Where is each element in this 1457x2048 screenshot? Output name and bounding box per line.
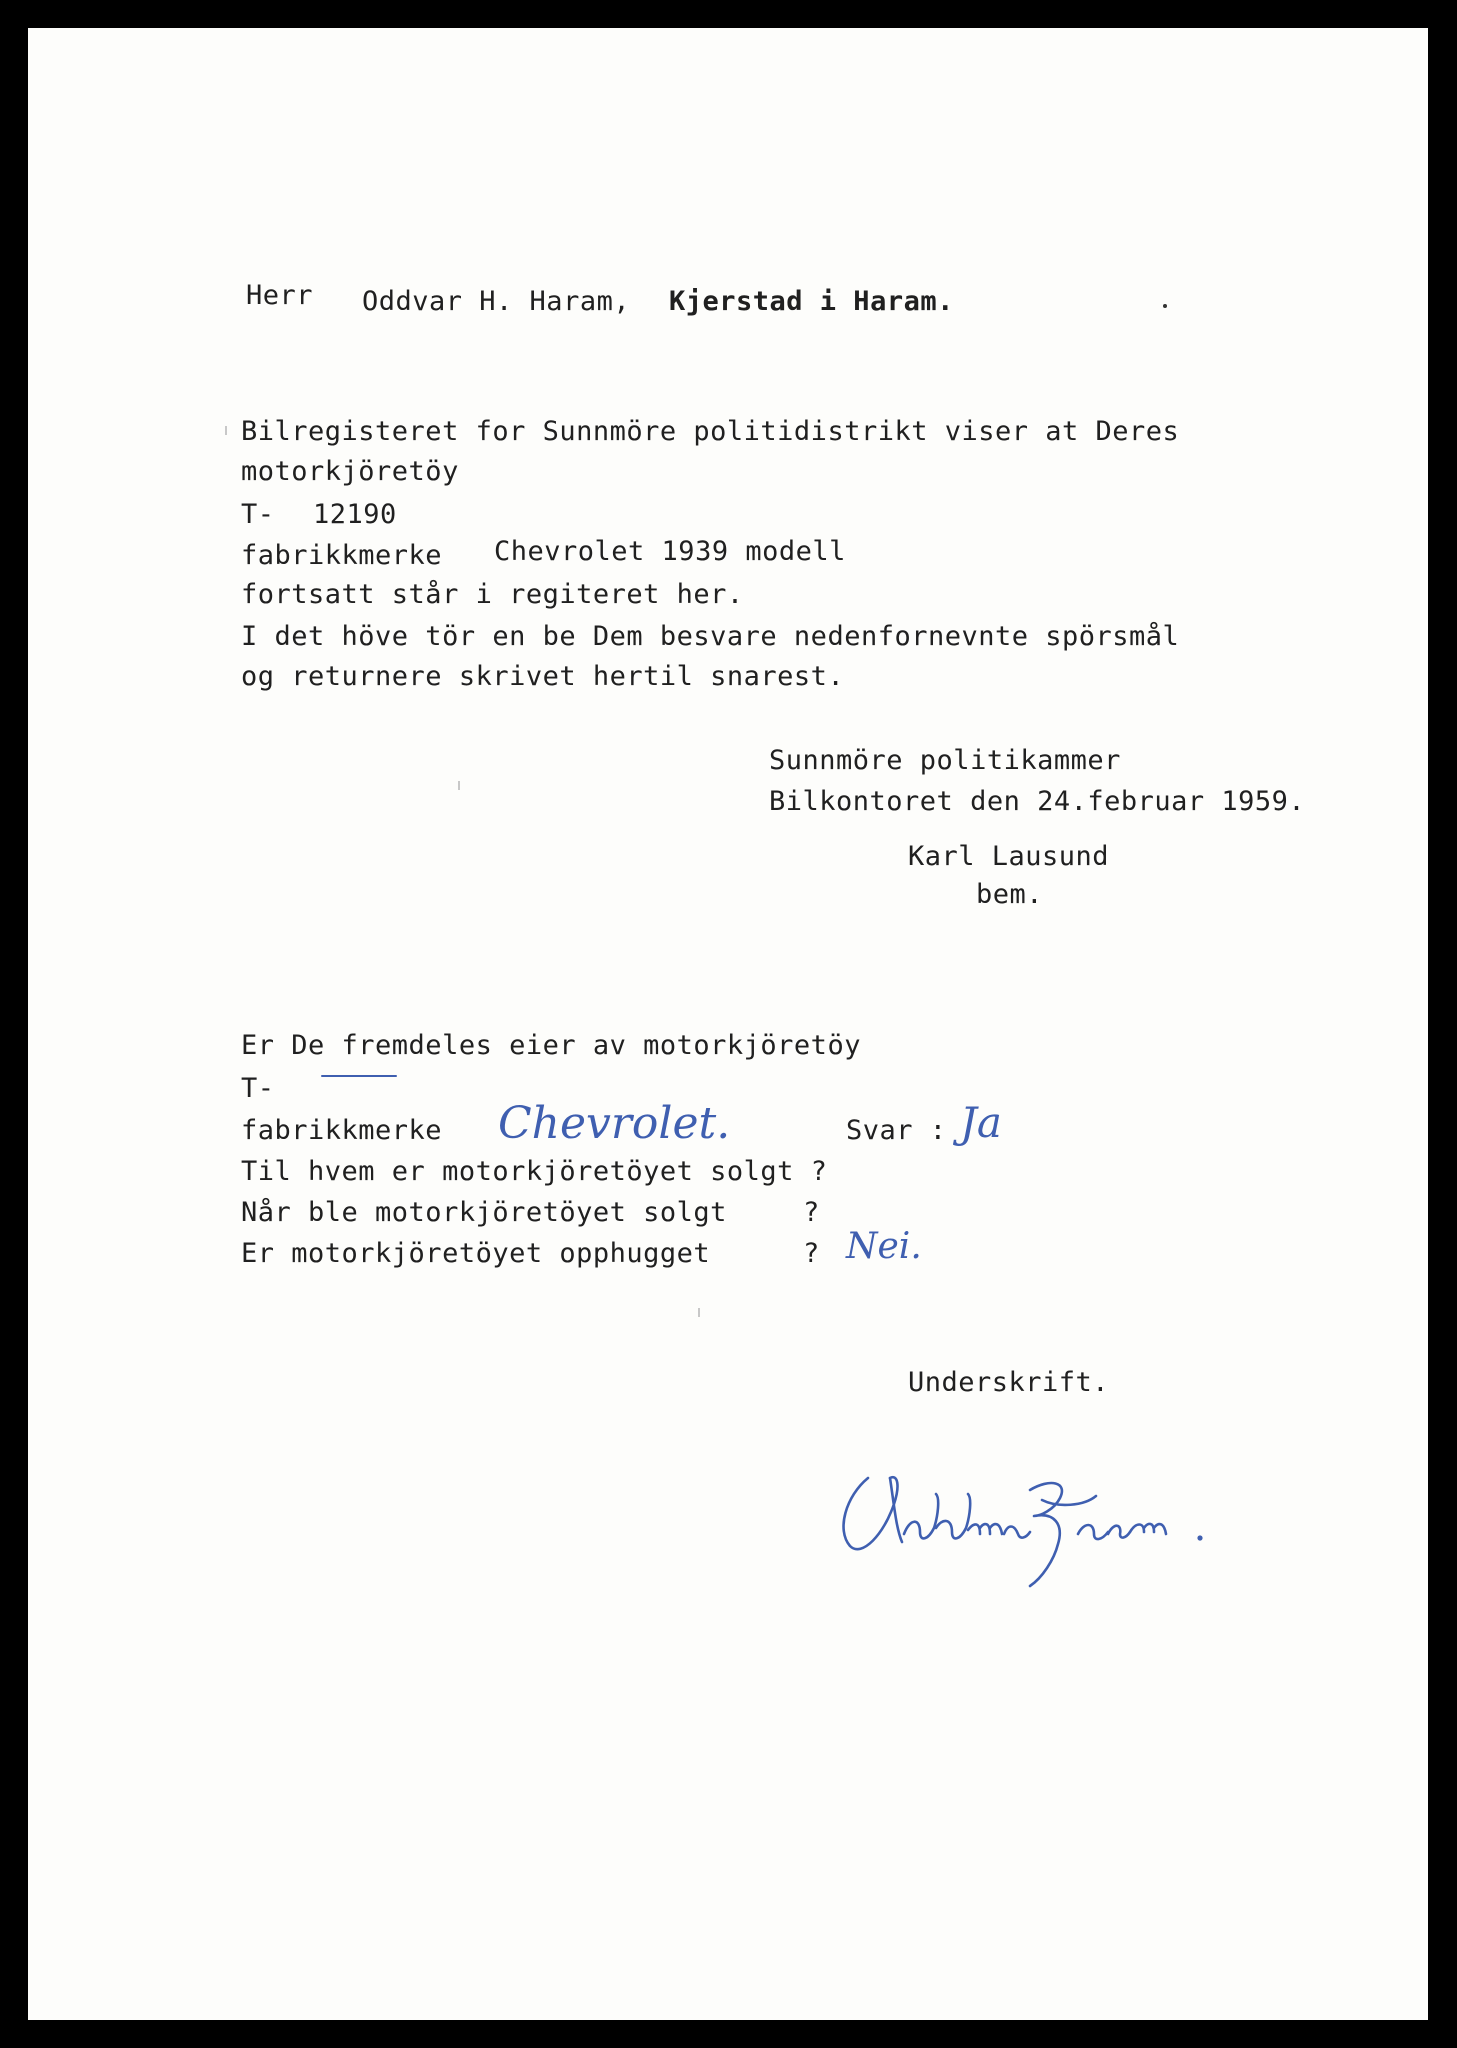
recipient-place: Kjerstad i Haram.: [669, 286, 954, 317]
body-line-5: og returnere skrivet hertil snarest.: [241, 661, 845, 692]
make-value: Chevrolet 1939 modell: [494, 536, 846, 567]
body-line-3: fortsatt står i regiteret her.: [241, 579, 744, 610]
handwritten-svar: Ja: [960, 1098, 1002, 1147]
registration-prefix: T-: [241, 499, 275, 530]
place-and-date: Bilkontoret den 24.februar 1959.: [769, 786, 1306, 817]
question-scrapped: Er motorkjöretöyet opphugget: [241, 1238, 711, 1269]
ink-speck: [1163, 304, 1167, 308]
question-sold-to: Til hvem er motorkjöretöyet solgt ?: [241, 1156, 828, 1187]
recipient-name: Oddvar H. Haram,: [362, 286, 631, 317]
registration-dash: [321, 1075, 397, 1077]
body-line-1: Bilregisteret for Sunnmöre politidistrikt viser at Deres: [241, 416, 1180, 447]
handwritten-make: Chevrolet.: [498, 1098, 731, 1149]
registration-number: 12190: [313, 499, 397, 530]
paper-mark: [458, 781, 460, 790]
signer-note: bem.: [976, 879, 1044, 910]
form-make-label: fabrikkmerke: [241, 1115, 443, 1146]
paper-mark: [225, 426, 227, 435]
paper-mark: [698, 1308, 700, 1317]
office-name: Sunnmöre politikammer: [769, 745, 1121, 776]
salutation: Herr: [246, 280, 314, 311]
form-registration-prefix: T-: [241, 1073, 275, 1104]
document-page: [28, 28, 1428, 2020]
body-line-4: I det höve tör en be Dem besvare nedenfornevnte spörsmål: [241, 621, 1180, 652]
question-owner: Er De fremdeles eier av motorkjöretöy: [241, 1030, 861, 1061]
make-label: fabrikkmerke: [241, 540, 443, 571]
handwritten-signature: [828, 1438, 1248, 1588]
handwritten-scrapped: Nei.: [846, 1226, 922, 1267]
question-scrapped-mark: ?: [803, 1238, 820, 1269]
svar-label: Svar :: [846, 1115, 947, 1146]
body-line-2: motorkjöretöy: [241, 456, 459, 487]
question-sold-when-mark: ?: [803, 1197, 820, 1228]
signature-label: Underskrift.: [908, 1367, 1110, 1398]
signer-name: Karl Lausund: [908, 841, 1110, 872]
question-sold-when: Når ble motorkjöretöyet solgt: [241, 1197, 727, 1228]
